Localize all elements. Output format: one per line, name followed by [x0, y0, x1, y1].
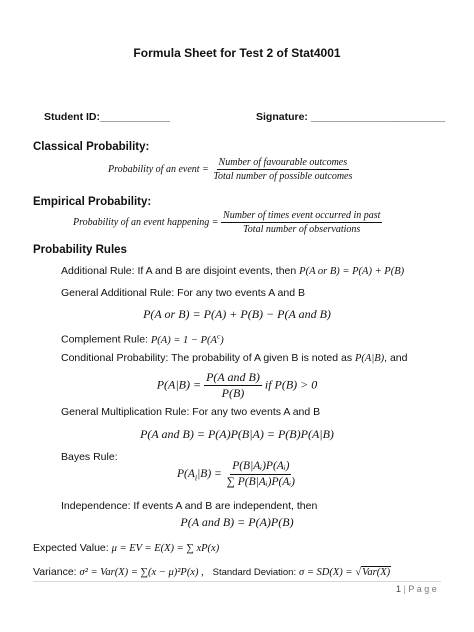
student-id-label: Student ID:____________ — [44, 111, 171, 123]
sd-sqrt: √Var(X) — [355, 567, 391, 578]
footer-divider — [33, 581, 441, 582]
sd-formula: σ = SD(X) = — [299, 567, 353, 578]
conditional-text: Conditional Probability: The probability of A given B is noted as — [61, 352, 353, 364]
general-additional-rule-text: General Additional Rule: For any two events A and B — [61, 287, 305, 299]
page-footer — [396, 584, 437, 594]
sd-root-content: Var(X) — [362, 567, 391, 578]
bayes-formula — [0, 460, 474, 488]
additional-rule-text: Additional Rule: If A and B are disjoint events, then — [61, 265, 297, 277]
multiplication-formula: P(A and B) = P(A)P(B|A) = P(B)P(A|B) — [140, 427, 334, 441]
page-word: P a g e — [408, 584, 437, 594]
classical-lhs: Probability of an event = — [108, 163, 209, 175]
expected-value-label: Expected Value: — [33, 542, 109, 554]
footer-separator: | — [403, 584, 406, 594]
classical-denominator: Total number of possible outcomes — [213, 171, 353, 182]
empirical-heading: Empirical Probability: — [33, 196, 152, 208]
conditional-denominator: P(B) — [221, 386, 245, 401]
complement-superscript: c — [216, 331, 221, 340]
independence-text: Independence: If events A and B are independent, then — [61, 500, 318, 512]
complement-formula: P(A) = 1 − P(A — [150, 334, 217, 346]
additional-rule — [61, 265, 404, 277]
empirical-denominator: Total number of observations — [243, 224, 361, 235]
signature-label: Signature: _______________________ — [256, 111, 446, 123]
variance-formula: σ² = Var(X) = ∑(x − μ)²P(x) , — [79, 567, 204, 578]
page-number: 1 — [396, 584, 402, 594]
variance-label: Variance: — [33, 566, 77, 578]
conditional-rule — [61, 352, 407, 364]
general-additional-formula: P(A or B) = P(A) + P(B) − P(A and B) — [143, 307, 331, 321]
page-title: Formula Sheet for Test 2 of Stat4001 — [133, 46, 341, 60]
complement-close: ) — [220, 334, 224, 346]
additional-rule-formula: P(A or B) = P(A) + P(B) — [299, 266, 405, 277]
conditional-formula — [0, 371, 474, 400]
complement-rule — [61, 331, 224, 346]
expected-value-formula: μ = EV = E(X) = ∑ xP(x) — [111, 543, 220, 554]
bayes-rule-text: Bayes Rule: — [61, 451, 118, 463]
conditional-lhs: P(A|B) = — [156, 377, 202, 392]
variance — [33, 566, 391, 578]
bayes-lhs: $P(A_i|B)$ = — [177, 467, 222, 483]
empirical-numerator: Number of times event occurred in past — [223, 210, 381, 221]
empirical-lhs: Probability of an event happening = — [73, 216, 219, 228]
classical-heading: Classical Probability: — [33, 141, 150, 153]
bayes-denominator: ∑ P(B|Aᵢ)P(Aᵢ) — [226, 475, 295, 488]
complement-rule-text: Complement Rule: — [61, 333, 148, 346]
conditional-numerator: P(A and B) — [204, 371, 262, 386]
independence-formula: P(A and B) = P(A)P(B) — [180, 515, 294, 529]
empirical-formula — [73, 210, 382, 235]
expected-value — [33, 542, 219, 554]
conditional-and: , and — [384, 352, 408, 364]
classical-formula — [108, 157, 354, 182]
sd-label: Standard Deviation: — [212, 567, 297, 578]
multiplication-rule-text: General Multiplication Rule: For any two events A and B — [61, 406, 321, 418]
conditional-condition: if P(B) > 0 — [264, 377, 318, 392]
classical-numerator: Number of favourable outcomes — [218, 157, 348, 168]
conditional-inline-formula: P(A|B) — [355, 353, 385, 364]
bayes-numerator: P(B|Aᵢ)P(Aᵢ) — [230, 460, 291, 475]
rules-heading: Probability Rules — [33, 244, 127, 256]
